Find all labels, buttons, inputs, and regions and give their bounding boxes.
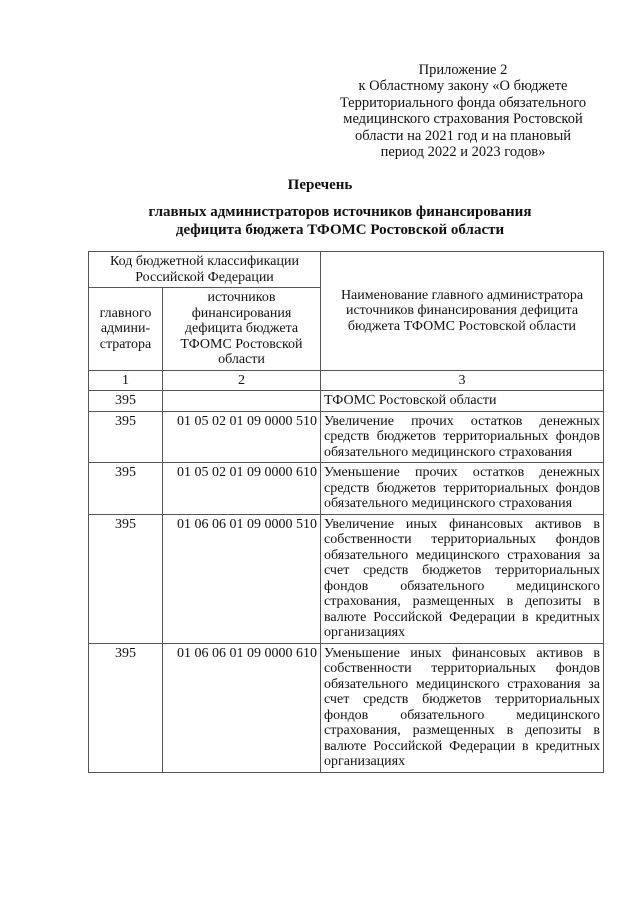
subtitle-line: дефицита бюджета ТФОМС Ростовской области [175,221,505,238]
table-row [89,514,604,643]
subtitle-line: главных администраторов источников финансирования [148,204,532,220]
source-code: 01 06 06 01 09 0000 510 [163,514,321,643]
source-code: 01 05 02 01 09 0000 610 [163,463,321,515]
header-sources: источников финансирования дефицита бюджета ТФОМС Ростовской области [163,288,321,371]
appendix-line: медицинского страхования Ростовской [343,111,583,128]
appendix-line: к Областному закону «О бюджете [358,78,568,95]
source-name: Уменьшение иных финансовых активов в собственности территориальных фондов обязательного медицинского страхования за счет средств бюджетов территориальных фондов обязательного медицинского страхования, размещенных в депозиты в валюте Российской Федерации в кредитных организациях [321,643,604,772]
table-header-row [89,252,604,288]
source-code: 01 05 02 01 09 0000 510 [163,411,321,463]
column-number: 2 [163,370,321,391]
admin-code: 395 [89,411,163,463]
document-subtitle [140,204,540,239]
appendix-line: период 2022 и 2023 годов» [380,144,546,161]
document-title: Перечень [287,177,353,193]
source-name: Уменьшение прочих остатков денежных средств бюджетов территориальных фондов обязательного медицинского страхования [321,463,604,515]
source-code: 01 06 06 01 09 0000 610 [163,643,321,772]
column-number: 1 [89,370,163,391]
source-name: Увеличение прочих остатков денежных средств бюджетов территориальных фондов обязательного медицинского страхования [321,411,604,463]
table-row [89,391,604,412]
table-row [89,643,604,772]
table-row [89,463,604,515]
table-row [89,411,604,463]
appendix-line: области на 2021 год и на плановый [355,127,571,144]
source-code [163,391,321,412]
appendix-line: Территориального фонда обязательного [339,94,587,111]
appendix-title: Приложение 2 [418,62,508,78]
admin-code: 395 [89,463,163,515]
column-number: 3 [321,370,604,391]
header-name: Наименование главного администратора источников финансирования дефицита бюджета ТФОМС Ростовской области [321,252,604,371]
admin-code: 395 [89,391,163,412]
header-code-group: Код бюджетной классификации Российской Федерации [89,252,321,288]
header-admin: главного админи-стратора [89,288,163,371]
admin-code: 395 [89,514,163,643]
source-name: ТФОМС Ростовской области [321,391,604,412]
table-number-row [89,370,604,391]
sources-table [88,251,604,773]
source-name: Увеличение иных финансовых активов в собственности территориальных фондов обязательного медицинского страхования за счет средств бюджетов территориальных фондов обязательного медицинского страхования, размещенных в депозиты в валюте Российской Федерации в кредитных организациях [321,514,604,643]
appendix-header [318,62,608,160]
admin-code: 395 [89,643,163,772]
